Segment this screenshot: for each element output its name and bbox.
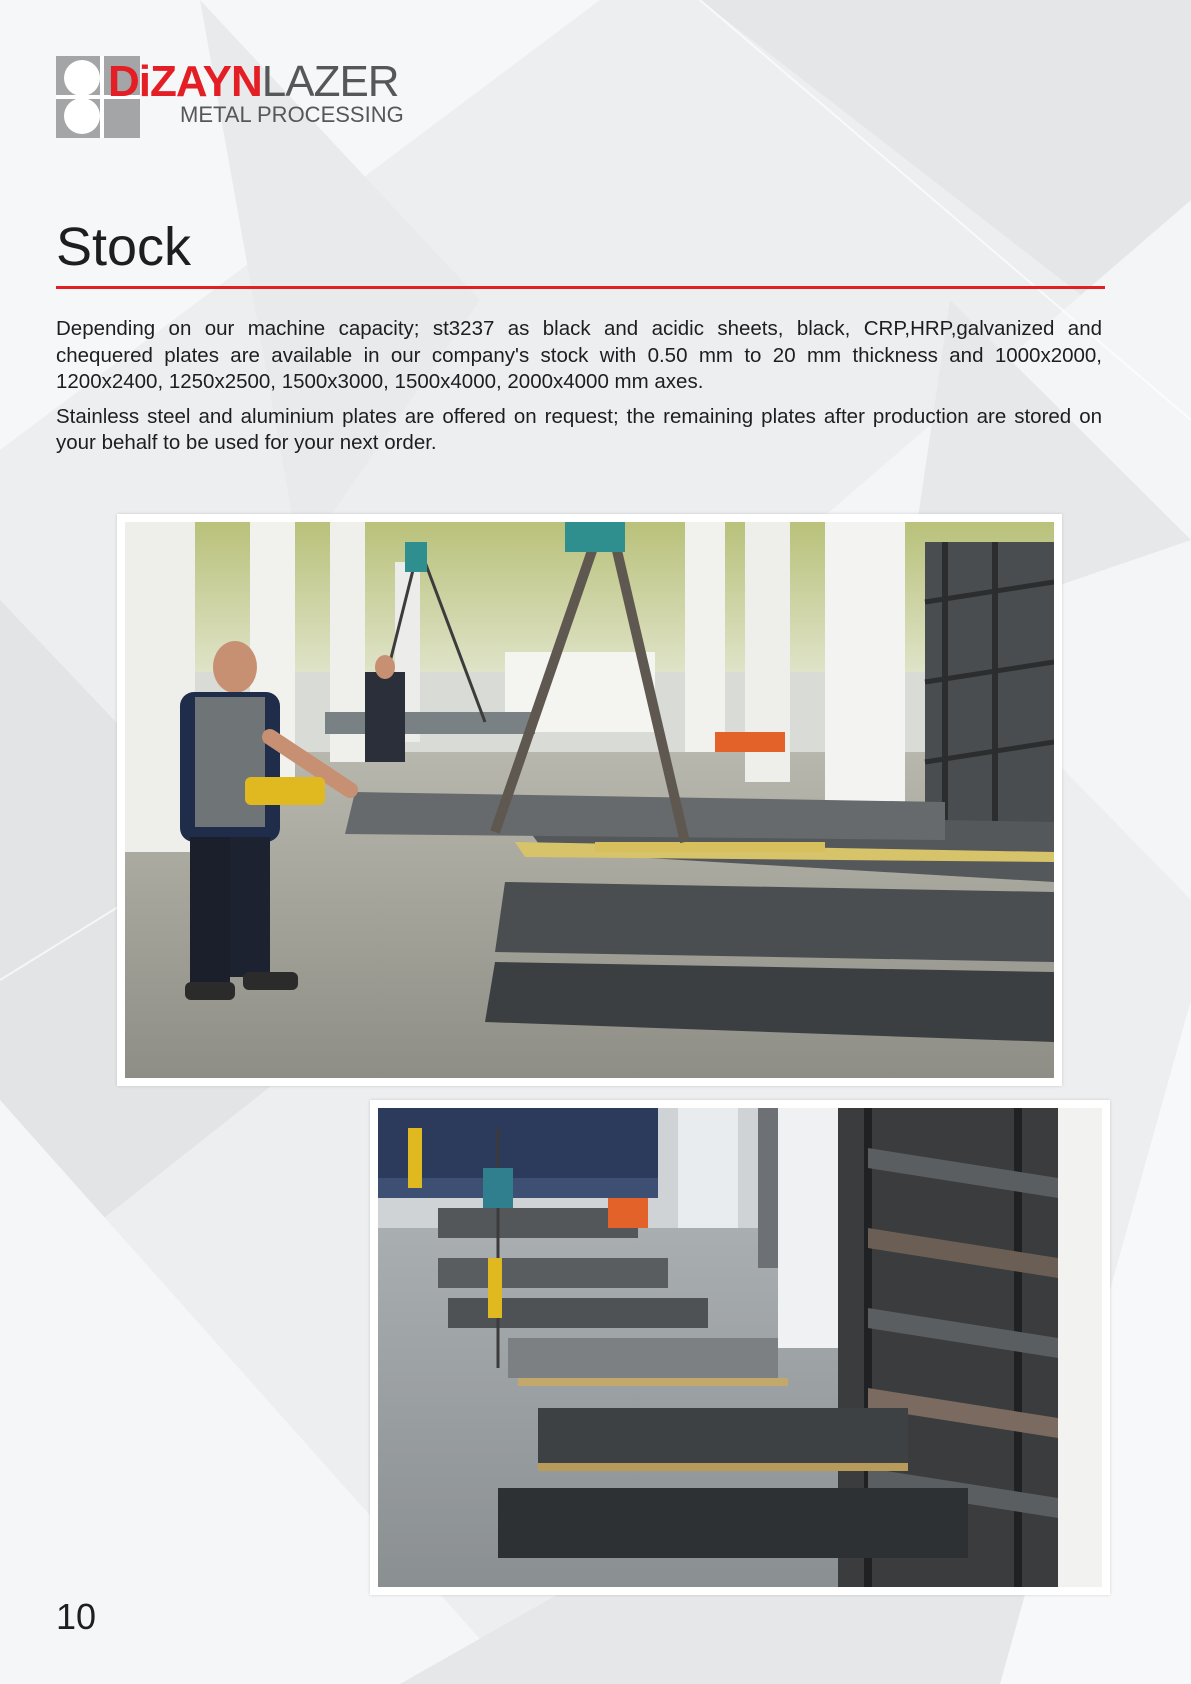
title-divider [56,286,1105,289]
brand-name-grey: LAZER [261,57,399,106]
paragraph-on-request: Stainless steel and aluminium plates are offered on request; the remaining plates after production are stored on your behalf to be used for your next order. [56,404,1102,454]
photo-warehouse-crane [117,514,1062,1086]
brand-tagline: METAL PROCESSING [180,102,404,127]
warehouse-crane-image [125,522,1054,1078]
page-title: Stock [56,217,192,277]
plate-stock-image [378,1108,1102,1587]
body-text [56,316,1102,465]
page-number: 10 [56,1596,97,1637]
paragraph-stock-capacity: Depending on our machine capacity; st3237 as black and acidic sheets, black, CRP,HRP,galvanized and chequered plates are available in our company's stock with 0.50 mm to 20 mm thickness and 1000x2000, 1200x2400, 1250x2500, 1500x3000, 1500x4000, 2000x4000 mm axes. [56,317,1102,393]
brand-name-red: DiZAYN [108,57,262,106]
brand-name [108,57,399,106]
photo-plate-stock [370,1100,1110,1595]
company-logo [56,56,404,138]
